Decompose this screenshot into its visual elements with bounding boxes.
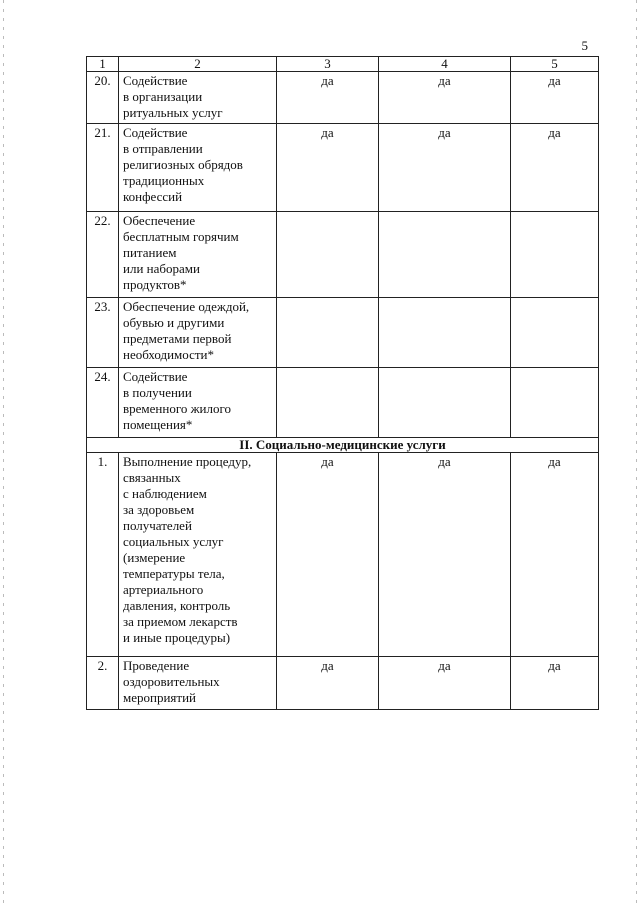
table-row xyxy=(87,212,599,298)
table-row xyxy=(87,368,599,438)
cell-col-4 xyxy=(379,298,511,368)
service-name: Обеспечение бесплатным горячим питанием или наборами продуктов* xyxy=(119,212,277,298)
row-number: 22. xyxy=(87,212,119,298)
header-row xyxy=(87,57,599,72)
service-name: Обеспечение одеждой, обувью и другими предметами первой необходимости* xyxy=(119,298,277,368)
column-header-2: 2 xyxy=(119,57,277,72)
row-number: 2. xyxy=(87,657,119,710)
cell-col-4 xyxy=(379,212,511,298)
cell-col-4: да xyxy=(379,72,511,124)
column-header-5: 5 xyxy=(511,57,599,72)
column-header-4: 4 xyxy=(379,57,511,72)
cell-col-3 xyxy=(277,298,379,368)
cell-col-5 xyxy=(511,368,599,438)
cell-col-3: да xyxy=(277,657,379,710)
cell-col-4: да xyxy=(379,657,511,710)
page-number: 5 xyxy=(581,38,588,53)
cell-col-3: да xyxy=(277,72,379,124)
row-number: 21. xyxy=(87,124,119,212)
cell-col-5: да xyxy=(511,72,599,124)
row-number: 20. xyxy=(87,72,119,124)
cell-col-4 xyxy=(379,368,511,438)
row-number: 1. xyxy=(87,453,119,657)
service-name: Содействие в получении временного жилого помещения* xyxy=(119,368,277,438)
service-name: Содействие в отправлении религиозных обрядов традиционных конфессий xyxy=(119,124,277,212)
row-number: 23. xyxy=(87,298,119,368)
cell-col-5: да xyxy=(511,657,599,710)
cell-col-5: да xyxy=(511,124,599,212)
column-header-1: 1 xyxy=(87,57,119,72)
section-title: II. Социально-медицинские услуги xyxy=(87,438,599,453)
cell-col-3: да xyxy=(277,453,379,657)
table-row xyxy=(87,124,599,212)
cell-col-3 xyxy=(277,212,379,298)
cell-col-3 xyxy=(277,368,379,438)
service-name: Выполнение процедур, связанных с наблюдением за здоровьем получателей социальных услуг (измерение температуры тела, артериального давления, контроль за приемом лекарств и иные процедуры) xyxy=(119,453,277,657)
service-name: Проведение оздоровительных мероприятий xyxy=(119,657,277,710)
table-row xyxy=(87,298,599,368)
cell-col-5 xyxy=(511,212,599,298)
row-number: 24. xyxy=(87,368,119,438)
column-header-3: 3 xyxy=(277,57,379,72)
table-row xyxy=(87,453,599,657)
table-row xyxy=(87,72,599,124)
table-body xyxy=(87,72,599,710)
cell-col-5: да xyxy=(511,453,599,657)
cell-col-5 xyxy=(511,298,599,368)
section-header-row xyxy=(87,438,599,453)
scan-edge-left xyxy=(3,0,4,905)
services-table xyxy=(86,56,599,710)
cell-col-3: да xyxy=(277,124,379,212)
cell-col-4: да xyxy=(379,124,511,212)
cell-col-4: да xyxy=(379,453,511,657)
table-row xyxy=(87,657,599,710)
service-name: Содействие в организации ритуальных услуг xyxy=(119,72,277,124)
scan-edge-right xyxy=(636,0,637,905)
